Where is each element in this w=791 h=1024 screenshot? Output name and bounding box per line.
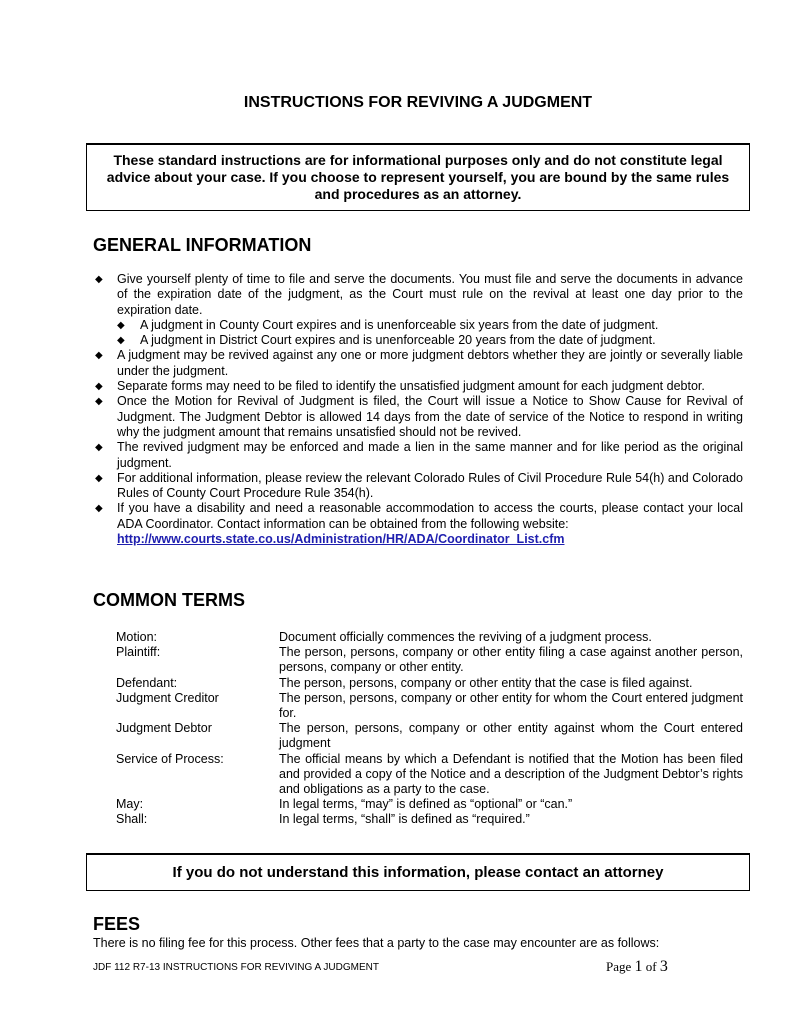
term-bullet-icon: [93, 630, 116, 645]
term-row: Motion: Document officially commences the reviving of a judgment process.: [93, 630, 743, 645]
fees-text: There is no filing fee for this process. Other fees that a party to the case may encounter are as follows:: [93, 936, 660, 950]
common-terms-list: [93, 630, 743, 828]
term-bullet-icon: [93, 812, 116, 827]
term-bullet-icon: [93, 721, 116, 751]
contact-attorney-box: [86, 853, 750, 891]
common-terms-heading: COMMON TERMS: [93, 590, 245, 610]
term-row: Shall: In legal terms, “shall” is defined as “required.”: [93, 812, 743, 827]
term-row: Defendant: The person, persons, company or other entity that the case is filed against.: [93, 676, 743, 691]
diamond-bullet-icon: ◆: [95, 503, 103, 515]
sub-list-item: ◆ A judgment in District Court expires and is unenforceable 20 years from the date of judgment.: [117, 333, 656, 348]
ada-coordinator-link[interactable]: http://www.courts.state.co.us/Administration/HR/ADA/Coordinator_List.cfm: [117, 532, 565, 547]
general-information-heading: GENERAL INFORMATION: [93, 235, 312, 255]
term-bullet-icon: [93, 676, 116, 691]
diamond-bullet-icon: ◆: [95, 442, 103, 454]
disclaimer-text: These standard instructions are for informational purposes only and do not constitute legal advice about your case. If you choose to represent yourself, you are bound by the same rules and procedures as an attorney.: [106, 152, 730, 202]
list-item: ◆ Separate forms may need to be filed to identify the unsatisfied judgment amount for each judgment debtor.: [95, 379, 705, 394]
term-bullet-icon: [93, 752, 116, 798]
general-information-list: [93, 272, 743, 547]
list-item: ◆ A judgment may be revived against any one or more judgment debtors whether they are jointly or severally liable under the judgment.: [95, 348, 743, 378]
diamond-bullet-icon: ◆: [95, 472, 103, 484]
page-title: INSTRUCTIONS FOR REVIVING A JUDGMENT: [243, 94, 593, 111]
diamond-bullet-icon: ◆: [117, 319, 125, 331]
list-item: ◆ Give yourself plenty of time to file and serve the documents. You must file and serve the documents in advance of the expiration date of the judgment, as the Court must rule on the revival at least one day prior to the expiration date.: [95, 272, 743, 317]
term-row: Judgment Creditor The person, persons, company or other entity for whom the Court entered judgment for.: [93, 691, 743, 721]
list-item: ◆ For additional information, please review the relevant Colorado Rules of Civil Procedure Rule 54(h) and Colorado Rules of County Court Procedure Rule 354(h).: [95, 470, 743, 501]
term-row: Judgment Debtor The person, persons, company or other entity against whom the Court entered judgment: [93, 721, 743, 751]
term-row: Service of Process: The official means by which a Defendant is notified that the Motion has been filed and provided a copy of the Notice and a description of the Judgment Debtor’s rights and obligations as a party to the case.: [93, 752, 743, 798]
diamond-bullet-icon: ◆: [95, 350, 103, 362]
footer-form-code: JDF 112 R7-13 INSTRUCTIONS FOR REVIVING A JUDGMENT: [93, 962, 379, 973]
disclaimer-box: [86, 143, 750, 211]
term-row: Plaintiff: The person, persons, company or other entity filing a case against another person, persons, company or other entity.: [93, 645, 743, 675]
diamond-bullet-icon: ◆: [95, 381, 103, 393]
diamond-bullet-icon: ◆: [95, 274, 103, 285]
list-item: ◆ Once the Motion for Revival of Judgment is filed, the Court will issue a Notice to Show Cause for Revival of Judgment. The Judgment Debtor is allowed 14 days from the date of service of the Notice to respond in writing why the judgment amount that remains unsatisfied should not be revived.: [95, 394, 743, 439]
contact-attorney-text: If you do not understand this information, please contact an attorney: [172, 864, 664, 881]
term-bullet-icon: [93, 797, 116, 812]
list-item: ◆ The revived judgment may be enforced and made a lien in the same manner and for like period as the original judgment.: [95, 440, 743, 470]
fees-heading: FEES: [93, 914, 141, 934]
diamond-bullet-icon: ◆: [95, 396, 103, 408]
term-row: May: In legal terms, “may” is defined as “optional” or “can.”: [93, 797, 743, 812]
sub-list-item: ◆ A judgment in County Court expires and is unenforceable six years from the date of judgment.: [117, 317, 659, 332]
diamond-bullet-icon: ◆: [117, 335, 125, 347]
list-item: ◆ If you have a disability and need a reasonable accommodation to access the courts, please contact your local ADA Coordinator. Contact information can be obtained from the following website:: [95, 501, 743, 531]
term-bullet-icon: [93, 645, 116, 675]
page-number: Page 1 of 3: [606, 958, 668, 975]
term-bullet-icon: [93, 691, 116, 721]
